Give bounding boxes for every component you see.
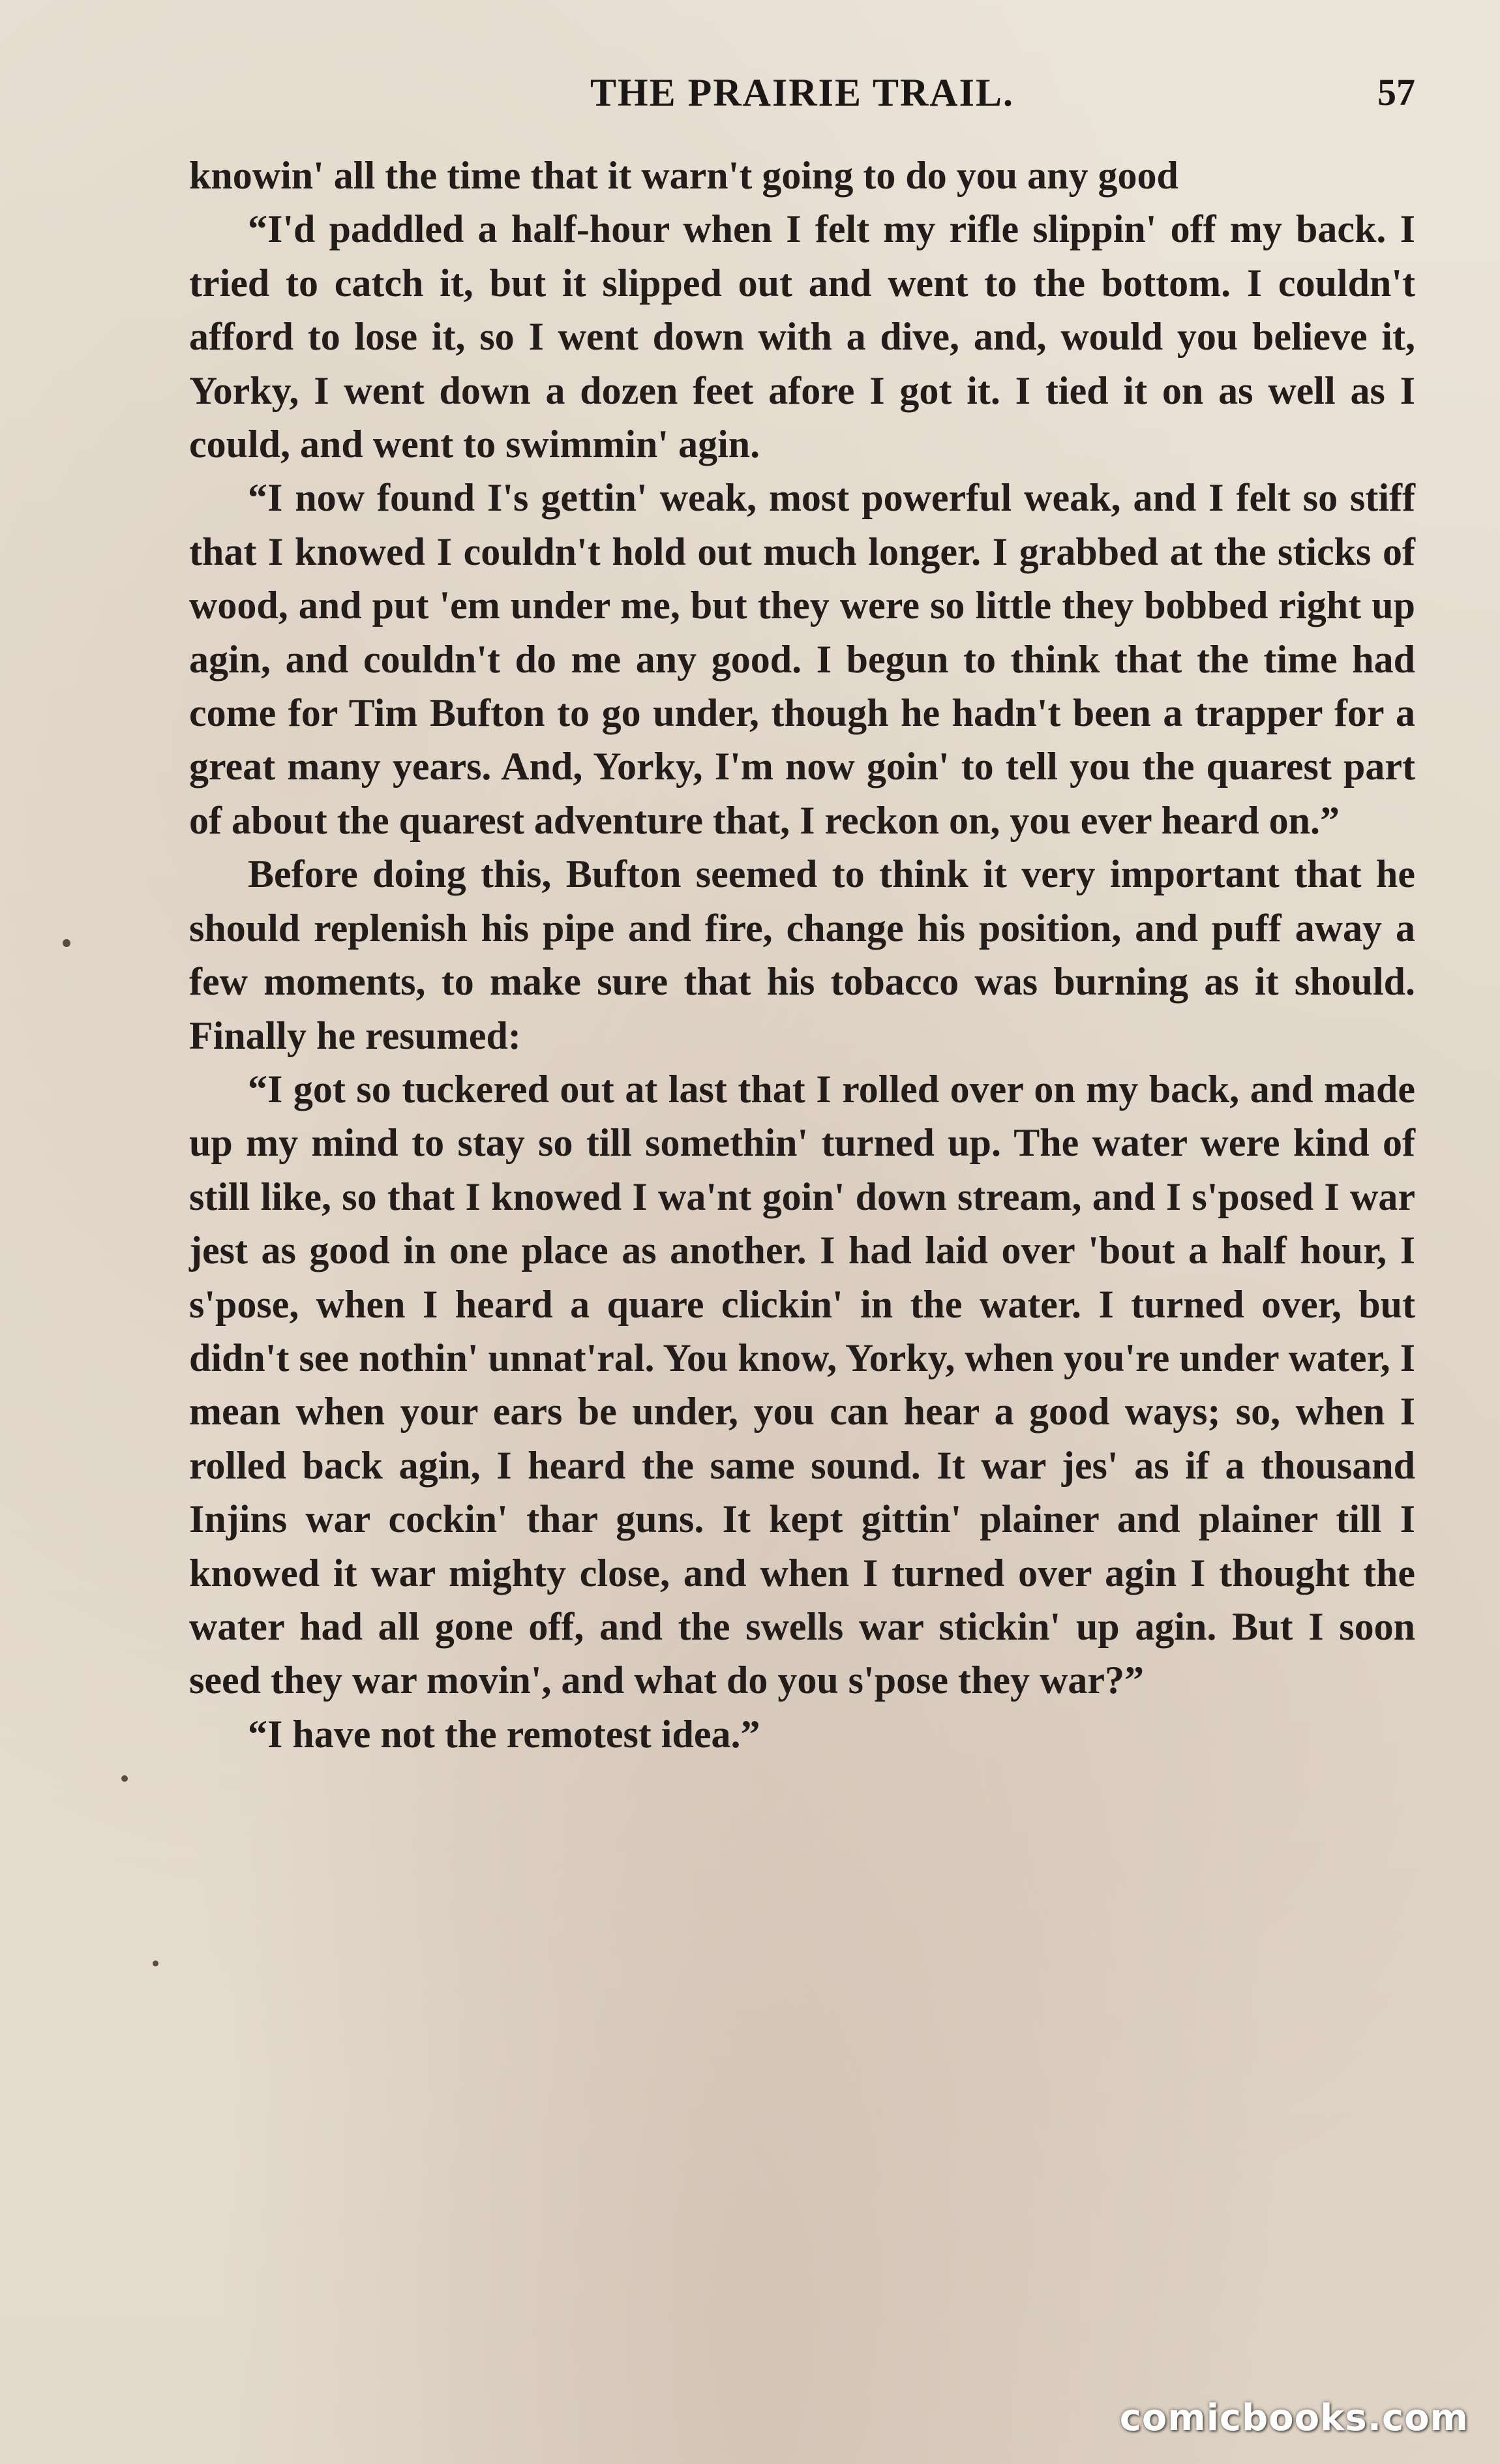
page-number: 57	[1377, 71, 1415, 113]
paragraph: “I now found I's gettin' weak, most powerful weak, and I felt so stiff that I knowed I couldn't hold out much longer. I grabbed at the sticks of wood, and put 'em under me, but they were so little they bobbed right up agin, and couldn't do me any good. I begun to think that the time had come for Tim Bufton to go under, though he hadn't been a trapper for a great many years. And, Yorky, I'm now goin' to tell you the quarest part of about the quarest adventure that, I reckon on, you ever heard on.”	[189, 476, 1415, 842]
watermark: comicbooks.com	[1119, 2397, 1469, 2439]
running-title: THE PRAIRIE TRAIL.	[590, 71, 1015, 114]
ink-spot	[63, 939, 70, 947]
body-text	[189, 149, 1415, 1761]
paragraph: “I'd paddled a half-hour when I felt my rifle slippin' off my back. I tried to catch it, but it slipped out and went to the bottom. I couldn't afford to lose it, so I went down with a dive, and, would you believe it, Yorky, I went down a dozen feet afore I got it. I tied it on as well as I could, and went to swimmin' agin.	[189, 207, 1415, 466]
ink-spot	[153, 1961, 158, 1966]
paragraph: Before doing this, Bufton seemed to think it very important that he should replenish his pipe and fire, change his position, and puff away a few moments, to make sure that his tobacco was burning as it should. Finally he resumed:	[189, 852, 1415, 1057]
paragraph-continuation: knowin' all the time that it warn't going to do you any good	[189, 154, 1178, 197]
paragraph: “I have not the remotest idea.”	[248, 1712, 760, 1756]
page-header	[189, 70, 1415, 129]
ink-spot	[121, 1775, 128, 1782]
paragraph: “I got so tuckered out at last that I rolled over on my back, and made up my mind to stay so till somethin' turned up. The water were kind of still like, so that I knowed I wa'nt goin' down stream, and I s'posed I war jest as good in one place as another. I had laid over 'bout a half hour, I s'pose, when I heard a quare clickin' in the water. I turned over, but didn't see nothin' unnat'ral. You know, Yorky, when you're under water, I mean when your ears be under, you can hear a good ways; so, when I rolled back agin, I heard the same sound. It war jes' as if a thousand Injins war cockin' thar guns. It kept gittin' plainer and plainer till I knowed it war mighty close, and when I turned over agin I thought the water had all gone off, and the swells war stickin' up agin. But I soon seed they war movin', and what do you s'pose they war?”	[189, 1067, 1415, 1702]
